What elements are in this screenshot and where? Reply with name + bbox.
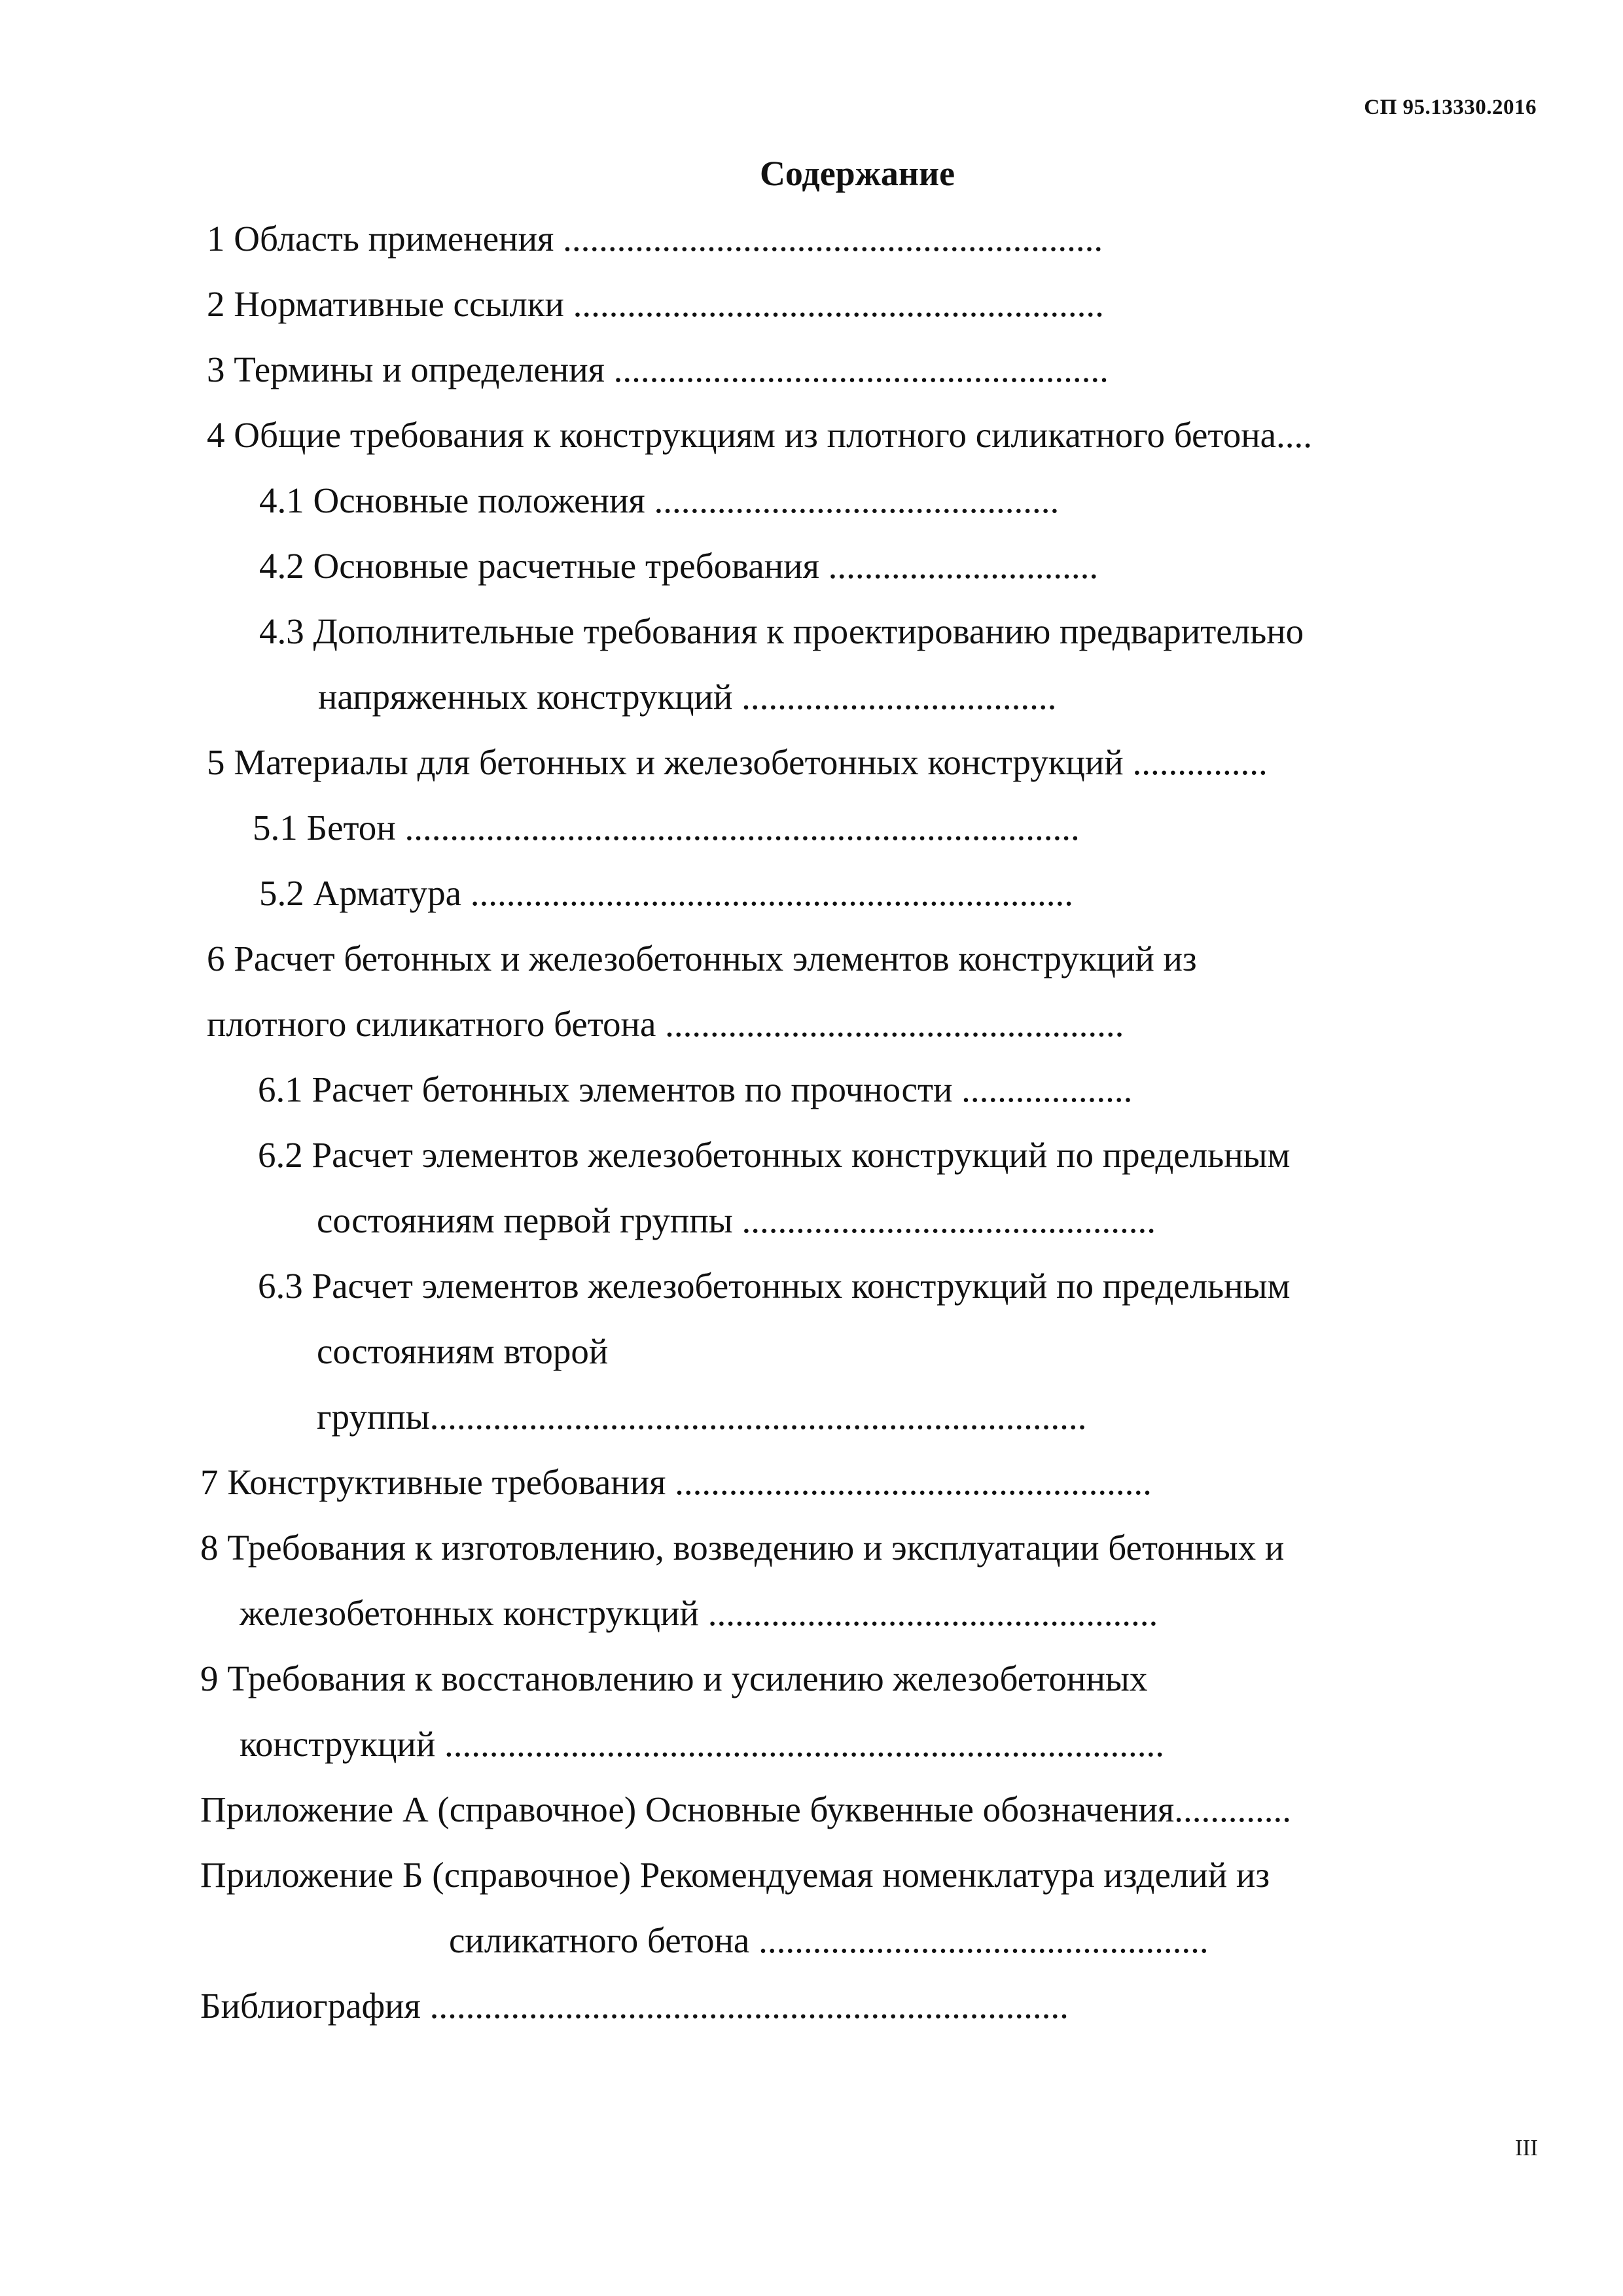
toc-entry-6[interactable]: 6 Расчет бетонных и железобетонных элементов конструкций из — [207, 939, 1197, 978]
toc-entry-9-continuation[interactable]: конструкций ................................................................................ — [240, 1724, 1165, 1764]
toc-entry-6-3[interactable]: 6.3 Расчет элементов железобетонных конструкций по предельным — [258, 1266, 1291, 1306]
toc-entry-appendix-b-continuation[interactable]: силикатного бетона .................................................. — [449, 1920, 1209, 1960]
toc-entry-4[interactable]: 4 Общие требования к конструкциям из плотного силикатного бетона.... — [207, 415, 1313, 455]
toc-entry-5[interactable]: 5 Материалы для бетонных и железобетонных конструкций ............... — [207, 742, 1268, 782]
toc-entry-7[interactable]: 7 Конструктивные требования ..................................................... — [200, 1462, 1152, 1502]
toc-entry-4-3[interactable]: 4.3 Дополнительные требования к проектированию предварительно — [259, 611, 1304, 651]
toc-entry-8[interactable]: 8 Требования к изготовлению, возведению и эксплуатации бетонных и — [200, 1528, 1285, 1568]
toc-entry-1[interactable]: 1 Область применения ............................................................ — [207, 219, 1103, 259]
toc-entry-bibliography[interactable]: Библиография ....................................................................... — [200, 1986, 1069, 2026]
page-title: Содержание — [759, 154, 955, 193]
toc-entry-9[interactable]: 9 Требования к восстановлению и усилению железобетонных — [200, 1659, 1148, 1698]
toc-entry-6-3-continuation-2[interactable]: группы......................................................................... — [317, 1397, 1087, 1437]
table-of-contents — [0, 216, 1623, 2114]
toc-entry-5-1[interactable]: 5.1 Бетон ........................................................................... — [253, 808, 1080, 848]
toc-entry-8-continuation[interactable]: железобетонных конструкций .................................................. — [240, 1593, 1158, 1633]
toc-entry-6-continuation[interactable]: плотного силикатного бетона ................................................... — [207, 1004, 1124, 1044]
toc-entry-6-2-continuation[interactable]: состояниям первой группы .............................................. — [317, 1200, 1156, 1240]
toc-entry-4-2[interactable]: 4.2 Основные расчетные требования .............................. — [259, 546, 1099, 586]
toc-entry-appendix-b[interactable]: Приложение Б (справочное) Рекомендуемая номенклатура изделий из — [200, 1855, 1270, 1895]
document-code: СП 95.13330.2016 — [1364, 96, 1537, 119]
toc-entry-5-2[interactable]: 5.2 Арматура ................................................................... — [259, 873, 1074, 913]
toc-entry-3[interactable]: 3 Термины и определения ....................................................... — [207, 350, 1109, 389]
toc-entry-appendix-a[interactable]: Приложение А (справочное) Основные буквенные обозначения............. — [200, 1789, 1291, 1829]
toc-entry-2[interactable]: 2 Нормативные ссылки ........................................................... — [207, 284, 1104, 324]
toc-entry-4-1[interactable]: 4.1 Основные положения ............................................. — [259, 480, 1060, 520]
toc-entry-6-3-continuation[interactable]: состояниям второй — [317, 1331, 609, 1371]
toc-entry-6-2[interactable]: 6.2 Расчет элементов железобетонных конструкций по предельным — [258, 1135, 1291, 1175]
page-number: III — [1515, 2135, 1538, 2161]
toc-entry-6-1[interactable]: 6.1 Расчет бетонных элементов по прочности ................... — [258, 1069, 1133, 1109]
toc-entry-4-3-continuation[interactable]: напряженных конструкций ................................... — [318, 677, 1057, 717]
